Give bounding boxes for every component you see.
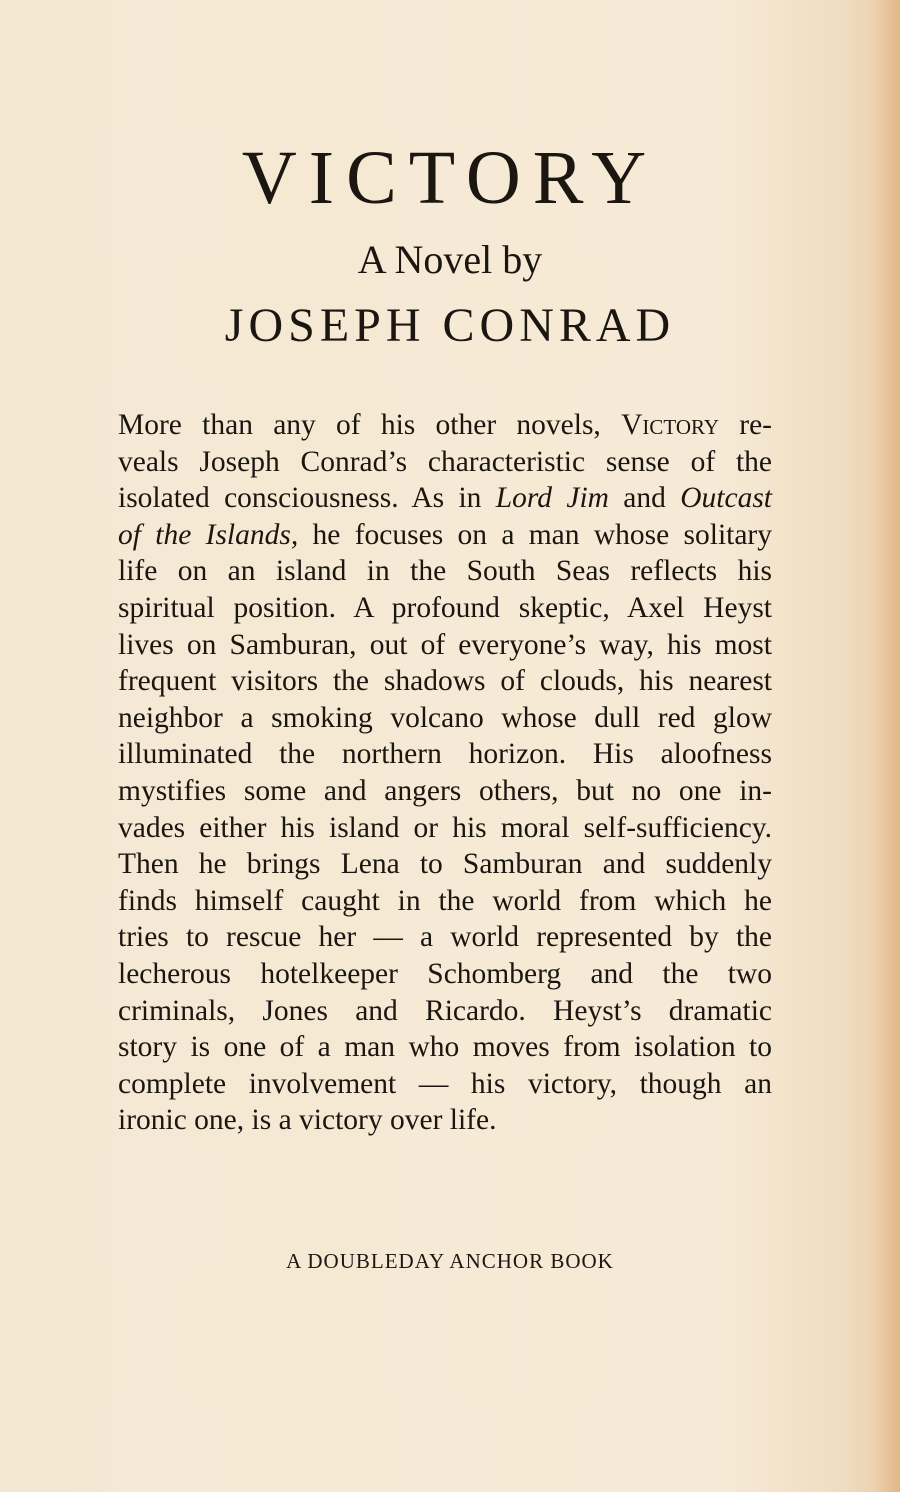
blurb-italic-title: Outcast bbox=[680, 482, 773, 515]
blurb-line-10: illuminated the northern horizon. His aloofness bbox=[118, 738, 772, 771]
blurb-line-12: vades either his island or his moral self-sufficiency. bbox=[118, 811, 772, 844]
blurb-line-14: finds himself caught in the world from which he bbox=[118, 884, 772, 917]
blurb-line-9: neighbor a smoking volcano whose dull red glow bbox=[118, 701, 772, 734]
blurb-text: isolated consciousness. As in bbox=[118, 482, 496, 515]
blurb-line-18: story is one of a man who moves from isolation to bbox=[118, 1031, 772, 1064]
blurb-text: re- bbox=[719, 409, 772, 441]
book-author: JOSEPH CONRAD bbox=[224, 299, 676, 352]
blurb-line-15: tries to rescue her — a world represented by the bbox=[118, 921, 772, 954]
blurb-line-16: lecherous hotelkeeper Schomberg and the two bbox=[118, 957, 772, 990]
blurb-text: he focuses on a man whose solitary bbox=[298, 518, 773, 551]
blurb-text: More than any of his other novels, bbox=[118, 409, 622, 441]
blurb-line-6: spiritual position. A profound skeptic, Axel Heyst bbox=[118, 591, 772, 624]
blurb-line-8: frequent visitors the shadows of clouds, his nearest bbox=[118, 665, 772, 698]
blurb-italic-title: of the Islands, bbox=[118, 518, 299, 551]
book-subtitle: A Novel by bbox=[357, 237, 543, 282]
blurb-italic-title: Lord Jim bbox=[495, 482, 609, 515]
blurb-line-2: veals Joseph Conrad’s characteristic sense of the bbox=[118, 445, 772, 478]
blurb-title-smallcaps: Victory bbox=[621, 409, 719, 441]
blurb-line-20: ironic one, is a victory over life. bbox=[118, 1104, 497, 1137]
blurb-line-5: life on an island in the South Seas reflects his bbox=[118, 555, 772, 588]
blurb-line-4 bbox=[118, 517, 772, 554]
blurb-line-7: lives on Samburan, out of everyone’s way, his most bbox=[118, 628, 772, 661]
blurb-text: and bbox=[608, 482, 681, 515]
blurb-line-1 bbox=[118, 407, 772, 444]
blurb-line-17: criminals, Jones and Ricardo. Heyst’s dramatic bbox=[118, 994, 772, 1027]
publisher-imprint: A DOUBLEDAY ANCHOR BOOK bbox=[286, 1249, 614, 1273]
blurb-line-19: complete involvement — his victory, though an bbox=[118, 1067, 772, 1100]
blurb-line-3 bbox=[118, 480, 772, 517]
blurb-line-11: mystifies some and angers others, but no one in- bbox=[118, 774, 772, 807]
book-title: VICTORY bbox=[241, 136, 659, 220]
book-blurb bbox=[118, 407, 772, 1139]
blurb-line-13: Then he brings Lena to Samburan and suddenly bbox=[118, 848, 772, 881]
